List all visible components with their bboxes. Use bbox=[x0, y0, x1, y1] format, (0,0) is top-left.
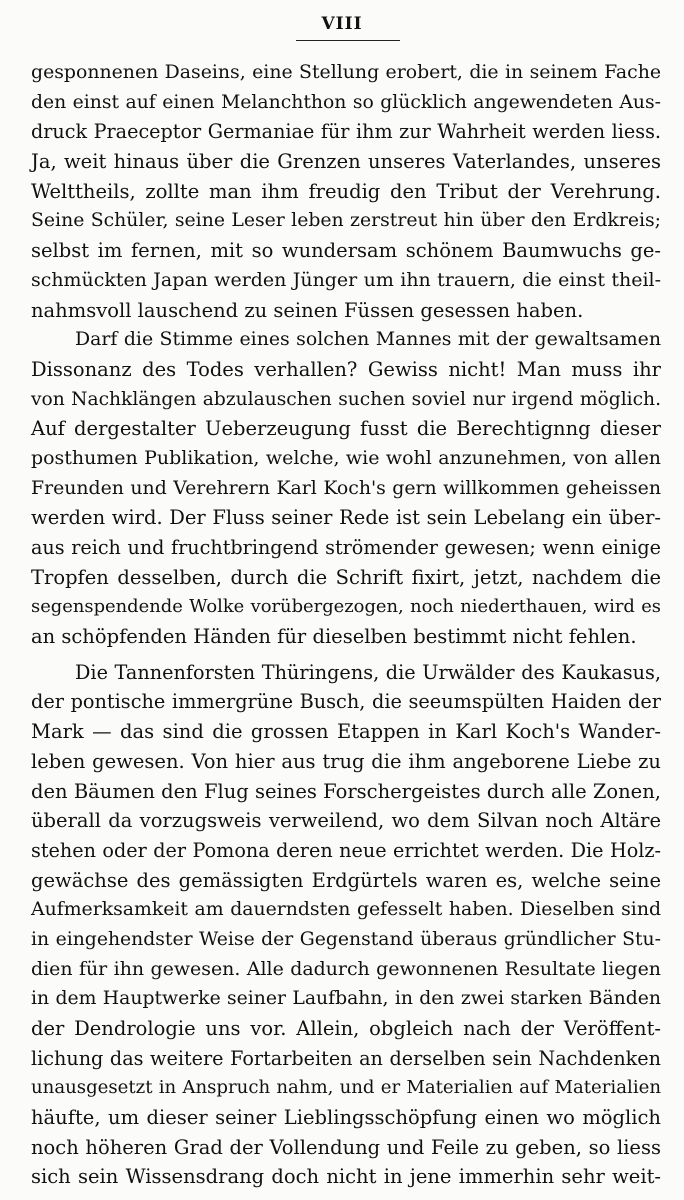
text-line: gesponnenen Daseins, eine Stellung erobert, die in seinem Fache bbox=[31, 61, 661, 83]
text-line: an schöpfenden Händen für dieselben bestimmt nicht fehlen. bbox=[31, 625, 637, 649]
header-rule bbox=[296, 40, 400, 41]
text-line: Seine Schüler, seine Leser leben zerstreut hin über den Erdkreis; bbox=[31, 210, 661, 232]
text-line: der Dendrologie uns vor. Allein, obgleich nach der Veröffent- bbox=[31, 1017, 661, 1040]
text-line: gewächse des gemässigten Erdgürtels waren es, welche seine bbox=[31, 868, 661, 892]
text-line: lichung das weitere Fortarbeiten an derselben sein Nachdenken bbox=[31, 1046, 661, 1070]
text-line: von Nachklängen abzulauschen suchen soviel nur irgend möglich. bbox=[31, 388, 661, 410]
text-line: Ja, weit hinaus über die Grenzen unseres Vaterlandes, unseres bbox=[31, 150, 661, 174]
text-line: noch höheren Grad der Vollendung und Feile zu geben, so liess bbox=[31, 1135, 661, 1159]
text-line: in dem Hauptwerke seiner Laufbahn, in den zwei starken Bänden bbox=[31, 988, 661, 1010]
text-line: Die Tannenforsten Thüringens, die Urwälder des Kaukasus, bbox=[75, 660, 661, 684]
text-line: Mark — das sind die grossen Etappen in Karl Koch's Wander- bbox=[31, 720, 661, 744]
text-line: in eingehendster Weise der Gegenstand überaus gründlicher Stu- bbox=[31, 928, 661, 950]
text-line: aus reich und fruchtbringend strömender gewesen; wenn einige bbox=[31, 536, 661, 559]
text-line: Welttheils, zollte man ihm freudig den Tribut der Verehrung. bbox=[31, 179, 661, 203]
text-line: selbst im fernen, mit so wundersam schönem Baumwuchs ge- bbox=[31, 239, 661, 263]
text-line: segenspendende Wolke vorübergezogen, noch niederthauen, wird es bbox=[31, 596, 661, 618]
paragraph bbox=[31, 58, 661, 325]
text-line: werden wird. Der Fluss seiner Rede ist sein Lebelang ein über- bbox=[31, 506, 661, 530]
text-line: überall da vorzugsweis verweilend, wo dem Silvan noch Altäre bbox=[31, 809, 661, 833]
text-line: Darf die Stimme eines solchen Mannes mit der gewaltsamen bbox=[75, 328, 661, 351]
text-line: stehen oder der Pomona deren neue errichtet werden. Die Holz- bbox=[31, 838, 661, 862]
text-line: sich sein Wissensdrang doch nicht in jene immerhin sehr weit- bbox=[31, 1165, 661, 1189]
paragraph bbox=[31, 325, 661, 652]
text-line: leben gewesen. Von hier aus trug die ihm angeborene Liebe zu bbox=[31, 749, 661, 773]
text-line: dien für ihn gewesen. Alle dadurch gewonnenen Resultate liegen bbox=[31, 957, 661, 980]
paragraph bbox=[31, 658, 661, 1192]
text-line: den Bäumen den Flug seines Forschergeistes durch alle Zonen, bbox=[31, 779, 661, 803]
text-line: posthumen Publikation, welche, wie wohl anzunehmen, von allen bbox=[31, 446, 661, 469]
text-line: der pontische immergrüne Busch, die seeumspülten Haiden der bbox=[31, 690, 661, 714]
text-line: unausgesetzt in Anspruch nahm, und er Materialien auf Materialien bbox=[31, 1077, 661, 1099]
body-text bbox=[31, 58, 661, 1192]
text-line: nahmsvoll lauschend zu seinen Füssen gesessen haben. bbox=[31, 298, 584, 322]
text-line: Freunden und Verehrern Karl Koch's gern willkommen geheissen bbox=[31, 476, 661, 499]
text-line: druck Praeceptor Germaniae für ihm zur Wahrheit werden liess. bbox=[31, 120, 661, 144]
page-header bbox=[0, 14, 684, 34]
text-line: Aufmerksamkeit am dauerndsten gefesselt haben. Dieselben sind bbox=[31, 899, 661, 921]
text-line: Dissonanz des Todes verhallen? Gewiss nicht! Man muss ihr bbox=[31, 357, 661, 381]
text-line: Tropfen desselben, durch die Schrift fixirt, jetzt, nachdem die bbox=[31, 565, 661, 589]
text-line: den einst auf einen Melanchthon so glücklich angewendeten Aus- bbox=[31, 91, 661, 113]
text-line: schmückten Japan werden Jünger um ihn trauern, die einst theil- bbox=[31, 268, 661, 291]
text-line: Auf dergestalter Ueberzeugung fusst die Berechtignng dieser bbox=[31, 417, 661, 441]
page-number: VIII bbox=[321, 14, 363, 34]
text-line: häufte, um dieser seiner Lieblingsschöpfung einen wo möglich bbox=[31, 1106, 661, 1130]
